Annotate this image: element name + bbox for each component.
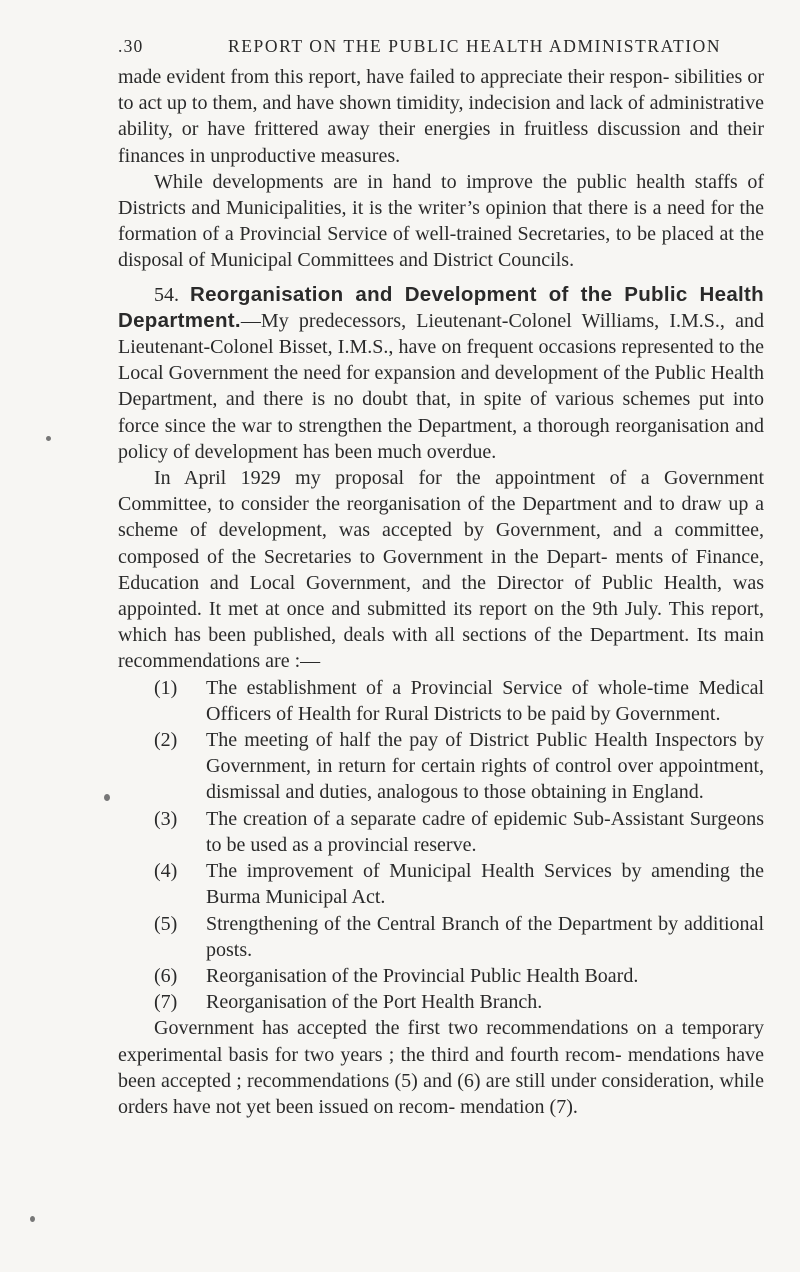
list-item-label: (3)	[154, 807, 178, 830]
page-number: .30	[118, 36, 144, 56]
list-item-text: The improvement of Municipal Health Services by amending the Burma Municipal Act.	[206, 860, 764, 909]
paragraph-secretaries: While developments are in hand to improve the public health staffs of Districts and Municipalities, it is the writer’s opinion that there is a need for the formation of a Provincial Service of well-trained Secretaries, to be placed at the disposal of Municipal Committees and District Councils.	[118, 170, 764, 272]
section-number: 54.	[154, 283, 179, 306]
list-item	[118, 989, 764, 1015]
list-item-text: The establishment of a Provincial Service of whole-time Medical Officers of Health for Rural Districts to be paid by Government.	[206, 676, 764, 725]
section-54	[118, 282, 764, 465]
print-speck	[46, 436, 51, 441]
list-item-label: (4)	[154, 860, 178, 883]
list-item	[118, 858, 764, 910]
list-item-label: (5)	[154, 912, 178, 935]
list-item	[118, 963, 764, 989]
list-item-label: (2)	[154, 729, 178, 752]
list-item	[118, 727, 764, 806]
running-header	[118, 36, 722, 57]
paragraph-committee: In April 1929 my proposal for the appointment of a Government Committee, to consider the reorganisation of the Department and to draw up a scheme of development, was accepted by Government, and a committee, composed of the Secretaries to Government in the Depart- ments of Finance, Education and Local Government, and the Director of Public Health, was appointed. It met at once and submitted its report on the 9th July. This report, which has been published, deals with all sections of the Department. Its main recommendations are :—	[118, 467, 764, 673]
list-item-label: (7)	[154, 991, 178, 1014]
list-item-label: (6)	[154, 964, 178, 987]
print-speck	[104, 794, 110, 801]
paragraph-government-decision: Government has accepted the first two recommendations on a temporary experimental basis for two years ; the third and fourth recom- mendations have been accepted ; recommendations (5) and (6) are still under consideration, while orders have not yet been issued on recom- mendation (7).	[118, 1017, 764, 1118]
list-item-text: Strengthening of the Central Branch of the Department by additional posts.	[206, 912, 764, 961]
list-item-text: The meeting of half the pay of District Public Health Inspectors by Government, in return for certain rights of control over appointment, dismissal and duties, analogous to those obtaining in England.	[206, 729, 764, 804]
list-item-text: Reorganisation of the Port Health Branch.	[206, 991, 543, 1014]
list-item-label: (1)	[154, 676, 178, 699]
paragraph-continued: made evident from this report, have failed to appreciate their respon- sibilities or to act up to them, and have shown timidity, indecision and lack of administrative ability, or have frittered away their energies in fruitless discussion and their finances in unproductive measures.	[118, 66, 764, 167]
running-title: REPORT ON THE PUBLIC HEALTH ADMINISTRATION	[228, 36, 722, 56]
list-item	[118, 806, 764, 858]
section-title: Reorganisation and Development of the Public Health Department.	[118, 282, 764, 332]
list-item	[118, 911, 764, 963]
list-item-text: The creation of a separate cadre of epidemic Sub-Assistant Surgeons to be used as a provincial reserve.	[206, 807, 764, 856]
recommendations-list	[118, 675, 764, 1016]
list-item-text: Reorganisation of the Provincial Public Health Board.	[206, 964, 639, 987]
list-item	[118, 675, 764, 727]
section-lead-text: —My predecessors, Lieutenant-Colonel Williams, I.M.S., and Lieutenant-Colonel Bisset, I.M.S., have on frequent occasions represented to the Local Government the need for expansion and development of the Public Health Department, and there is no doubt that, in spite of various schemes put into force since the war to strengthen the Department, a thorough reorganisation and policy of development has been much overdue.	[118, 309, 764, 463]
print-speck	[30, 1216, 35, 1222]
body-text	[118, 64, 764, 1120]
